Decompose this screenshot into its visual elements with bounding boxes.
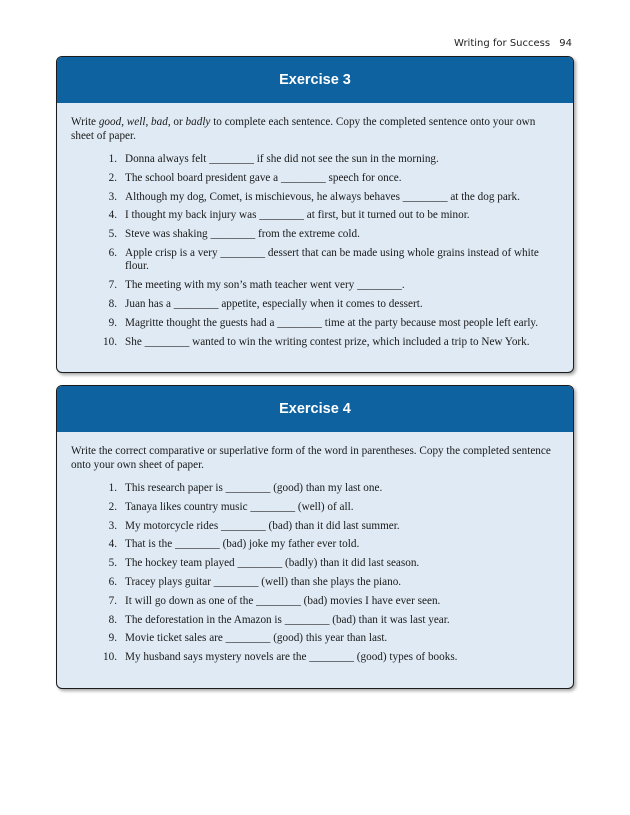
exercise-3-list <box>71 153 559 349</box>
list-item: 4. I thought my back injury was ________ at first, but it turned out to be minor. <box>108 209 470 222</box>
list-item: 4. That is the ________ (bad) joke my father ever told. <box>108 538 360 551</box>
list-item: 10. My husband says mystery novels are the ________ (good) types of books. <box>103 651 458 664</box>
exercise-3-header <box>57 57 573 103</box>
exercise-4-instructions: Write the correct comparative or superlative form of the word in parentheses. Copy the completed sentence onto your own sheet of paper. <box>71 445 551 471</box>
list-item: 1. This research paper is ________ (good) than my last one. <box>108 482 383 494</box>
list-item: 5. The hockey team played ________ (badly) than it did last season. <box>108 557 420 570</box>
list-item: 6. Tracey plays guitar ________ (well) than she plays the piano. <box>108 575 402 588</box>
list-item: 8. The deforestation in the Amazon is ________ (bad) than it was last year. <box>108 613 450 626</box>
list-item: 9. Magritte thought the guests had a ________ time at the party because most people left early. <box>108 316 539 329</box>
list-item: 9. Movie ticket sales are ________ (good) this year than last. <box>108 632 388 645</box>
list-item: 2. The school board president gave a ________ speech for once. <box>108 171 402 184</box>
list-item: 1. Donna always felt ________ if she did not see the sun in the morning. <box>108 153 439 165</box>
running-head <box>454 38 572 49</box>
list-item: 3. My motorcycle rides ________ (bad) than it did last summer. <box>108 519 400 532</box>
exercise-3-title: Exercise 3 <box>279 72 351 88</box>
list-item: 10. She ________ wanted to win the writing contest prize, which included a trip to New York. <box>103 335 530 348</box>
book-title: Writing for Success <box>454 38 551 49</box>
exercise-4-header <box>57 386 573 432</box>
exercise-4-list <box>71 482 559 665</box>
page-number: 94 <box>559 38 572 49</box>
list-item: 7. It will go down as one of the ________ (bad) movies I have ever seen. <box>108 594 441 607</box>
list-item: 8. Juan has a ________ appetite, especially when it comes to dessert. <box>108 298 423 311</box>
list-item: 5. Steve was shaking ________ from the extreme cold. <box>108 228 360 241</box>
list-item: 7. The meeting with my son’s math teacher went very ________. <box>108 279 405 292</box>
list-item: 2. Tanaya likes country music ________ (well) of all. <box>108 500 354 513</box>
exercise-4-box <box>56 385 574 689</box>
exercise-4-title: Exercise 4 <box>279 401 351 417</box>
exercise-3-box <box>56 56 574 373</box>
exercise-3-instructions: Write good, well, bad, or badly to complete each sentence. Copy the completed sentence onto your own sheet of paper. <box>71 116 536 142</box>
list-item: 6. Apple crisp is a very ________ dessert that can be made using whole grains instead of white flour. <box>108 246 539 273</box>
list-item: 3. Although my dog, Comet, is mischievous, he always behaves ________ at the dog park. <box>108 190 520 203</box>
